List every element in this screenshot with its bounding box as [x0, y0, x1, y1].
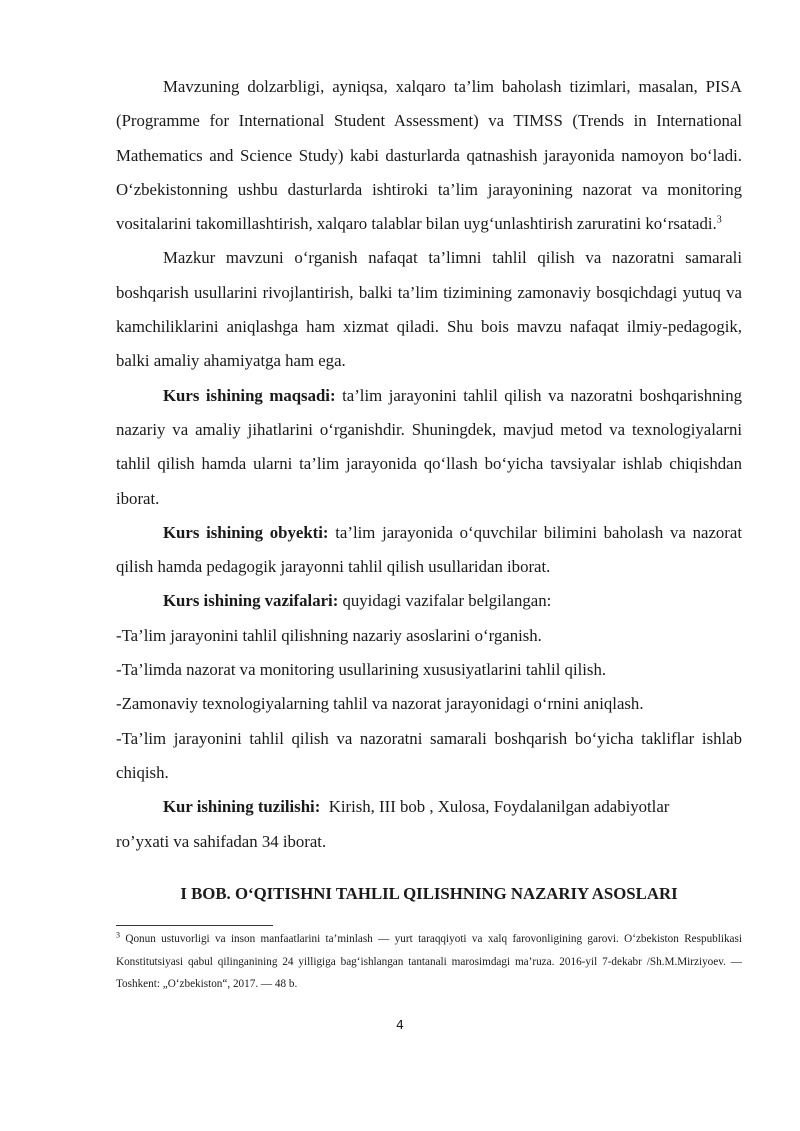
task-item: -Ta’lim jarayonini tahlil qilishning nazariy asoslarini o‘rganish.: [116, 625, 542, 645]
paragraph-tasks: [116, 584, 742, 618]
footnote-divider: [116, 925, 273, 926]
paragraph-relevance-text: Mavzuning dolzarbligi, ayniqsa, xalqaro ta’lim baholash tizimlari, masalan, PISA (Programme for International Student Assessment) va TIMSS (Trends in International Mathematics and Science Study) kabi dasturlarda qatnashish jarayonida namoyon bo‘ladi. O‘zbekistonning ushbu dasturlarda ishtiroki ta’lim jarayonining nazorat va monitoring vositalarini takomillashtirish, xalqaro talablar bilan uyg‘unlashtirish zaruratini ko‘rsatadi.: [116, 77, 742, 234]
page-number: 4: [396, 1017, 404, 1032]
structure-label: Kur ishining tuzilishi:: [163, 797, 321, 817]
tasks-label: Kurs ishining vazifalari:: [163, 591, 339, 611]
footnote-reference: 3: [716, 214, 722, 226]
paragraph-object: [116, 516, 742, 585]
structure-text-line2: ro’yxati va sahifadan 34 iborat.: [116, 831, 327, 851]
tasks-text: quyidagi vazifalar belgilangan:: [338, 591, 552, 611]
object-text: ta’lim jarayonida o‘quvchilar bilimini baholash va nazorat qilish hamda pedagogik jarayonni tahlil qilish usullaridan iborat.: [116, 522, 742, 577]
footnote-number: 3: [116, 930, 120, 940]
paragraph-goal: [116, 379, 742, 516]
paragraph-structure: [116, 790, 742, 859]
footnote-text: Qonun ustuvorligi va inson manfaatlarini ta’minlash — yurt taraqqiyoti va xalq farovonligining garovi. O‘zbekiston Respublikasi Konstitutsiyasi qabul qilinganining 24 yilligiga bag‘ishlangan tantanali marosimdagi ma’ruza. 2016-yil 7-dekabr /Sh.M.Mirziyoev. — Toshkent: „O‘zbekiston“, 2017. — 48 b.: [116, 933, 742, 990]
goal-label: Kurs ishining maqsadi:: [163, 385, 336, 405]
task-item: -Ta’lim jarayonini tahlil qilish va nazoratni samarali boshqarish bo‘yicha takliflar ishlab chiqish.: [116, 728, 742, 782]
paragraph-relevance: [116, 70, 742, 241]
footnote: [116, 928, 742, 996]
task-item: -Zamonaviy texnologiyalarning tahlil va nazorat jarayonidagi o‘rnini aniqlash.: [116, 694, 644, 714]
paragraph-significance-text: Mazkur mavzuni o‘rganish nafaqat ta’limni tahlil qilish va nazoratni samarali boshqarish usullarini rivojlantirish, balki ta’lim tizimining zamonaviy bosqichdagi yutuq va kamchiliklarini aniqlashga ham xizmat qiladi. Shu bois mavzu nafaqat ilmiy-pedagogik, balki amaliy ahamiyatga ham ega.: [116, 248, 742, 371]
paragraph-significance: [116, 241, 742, 378]
goal-text: ta’lim jarayonini tahlil qilish va nazoratni boshqarishning nazariy va amaliy jihatlarini o‘rganishdir. Shuningdek, mavjud metod va texnologiyalarni tahlil qilish hamda ularni ta’lim jarayonida qo‘llash bo‘yicha tavsiyalar ishlab chiqishdan iborat.: [116, 385, 742, 508]
task-item: -Ta’limda nazorat va monitoring usullarining xususiyatlarini tahlil qilish.: [116, 660, 607, 680]
structure-text-line1: Kirish, III bob , Xulosa, Foydalanilgan adabiyotlar: [320, 797, 670, 817]
page-body: [116, 70, 742, 859]
chapter-title: I BOB. O‘QITISHNI TAHLIL QILISHNING NAZARIY ASOSLARI: [180, 884, 678, 903]
object-label: Kurs ishining obyekti:: [163, 522, 329, 542]
